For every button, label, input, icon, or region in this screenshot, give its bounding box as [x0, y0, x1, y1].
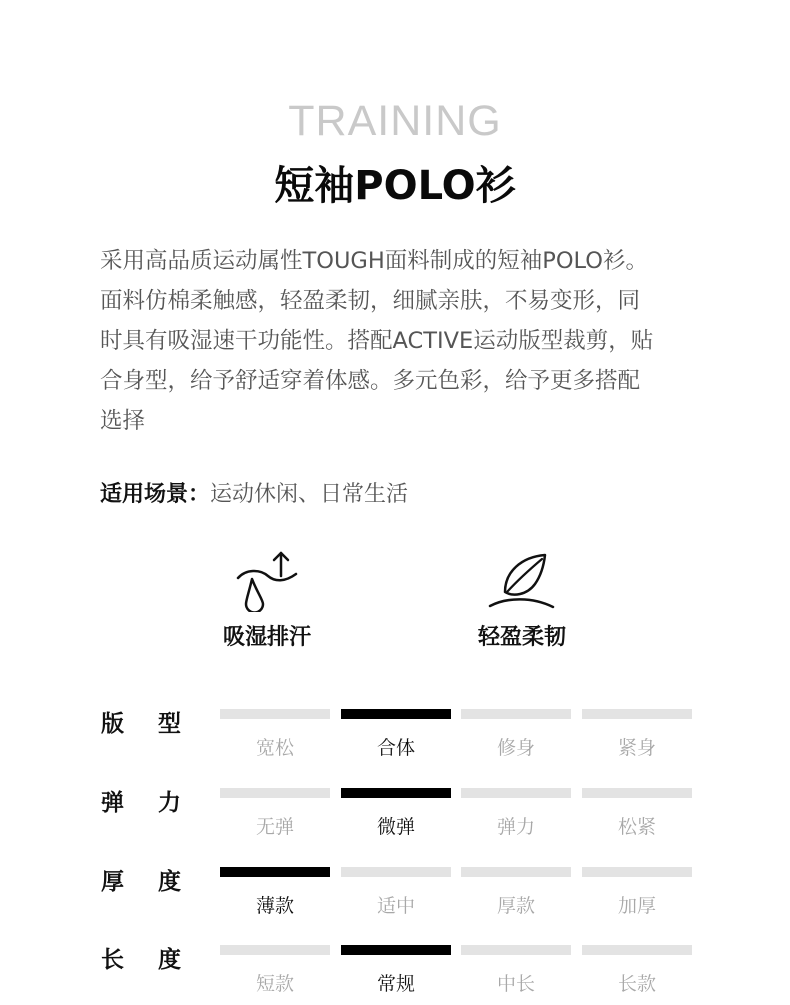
spec-option [220, 867, 330, 918]
spec-bar [461, 867, 571, 877]
spec-row [0, 709, 790, 769]
spec-label-char: 弹 [101, 790, 124, 816]
spec-option-label: 长款 [617, 973, 656, 995]
eyebrow-heading: TRAINING [288, 97, 502, 145]
spec-option [461, 867, 571, 918]
spec-option [461, 788, 571, 839]
spec-option [220, 709, 330, 760]
spec-label-char: 力 [158, 790, 181, 816]
spec-bar-selected [220, 867, 330, 877]
spec-option-label: 厚款 [496, 895, 535, 917]
spec-bar-selected [341, 709, 451, 719]
spec-row [0, 945, 790, 1005]
usage-scene-label: 适用场景： [100, 482, 211, 507]
feature-light-flexible [452, 548, 592, 651]
spec-label-char: 版 [101, 711, 124, 737]
spec-option [220, 945, 330, 996]
spec-option [220, 788, 330, 839]
description-line: 选择 [100, 408, 146, 434]
description-line: 合身型，给予舒适穿着体感。多元色彩，给予更多搭配 [100, 368, 641, 394]
spec-option-label: 中长 [496, 973, 535, 995]
spec-option [582, 709, 692, 760]
spec-option [341, 945, 451, 996]
spec-option-label: 修身 [496, 737, 535, 759]
product-title: 短袖POLO衫 [274, 163, 516, 209]
feature-moisture-wicking [197, 548, 337, 651]
spec-option-label: 短款 [255, 973, 294, 995]
spec-option-label: 合体 [376, 737, 415, 759]
spec-label [101, 705, 181, 738]
spec-label-char: 型 [158, 711, 181, 737]
spec-label-char: 厚 [101, 869, 124, 895]
spec-row [0, 867, 790, 927]
spec-option [582, 867, 692, 918]
description-line: 时具有吸湿速干功能性。搭配ACTIVE运动版型裁剪，贴 [100, 328, 654, 354]
spec-bar [582, 945, 692, 955]
spec-option [582, 945, 692, 996]
spec-label [101, 863, 181, 896]
description-line: 采用高品质运动属性TOUGH面料制成的短袖POLO衫。 [100, 248, 648, 274]
spec-option-label: 适中 [376, 895, 415, 917]
spec-option [461, 709, 571, 760]
spec-option-label: 松紧 [617, 816, 656, 838]
spec-label [101, 941, 181, 974]
spec-option [341, 788, 451, 839]
spec-bar [341, 867, 451, 877]
spec-bar [461, 788, 571, 798]
spec-bar [461, 709, 571, 719]
spec-option [341, 709, 451, 760]
spec-bar [220, 945, 330, 955]
spec-bar [220, 788, 330, 798]
spec-option-label: 微弹 [376, 816, 415, 838]
spec-option-label: 薄款 [255, 895, 294, 917]
feature-label: 轻盈柔韧 [477, 625, 566, 650]
spec-option-label: 紧身 [617, 737, 656, 759]
spec-option [461, 945, 571, 996]
spec-option-label: 宽松 [255, 737, 294, 759]
usage-scene-value: 运动休闲、日常生活 [210, 482, 409, 507]
spec-option [582, 788, 692, 839]
spec-option-label: 无弹 [255, 816, 294, 838]
leaf-icon [487, 548, 557, 612]
description-line: 面料仿棉柔触感，轻盈柔韧，细腻亲肤，不易变形，同 [100, 288, 641, 314]
spec-option-label: 常规 [376, 973, 415, 995]
feature-label: 吸湿排汗 [222, 625, 311, 650]
spec-label-char: 度 [158, 947, 181, 973]
spec-bar [582, 867, 692, 877]
spec-label-char: 长 [101, 947, 124, 973]
spec-option [341, 867, 451, 918]
spec-option-label: 弹力 [496, 816, 535, 838]
moisture-wicking-icon [232, 548, 302, 612]
spec-option-label: 加厚 [617, 895, 656, 917]
usage-scene [100, 477, 408, 513]
spec-bar [582, 788, 692, 798]
product-description [100, 241, 700, 441]
spec-row [0, 788, 790, 848]
spec-bar-selected [341, 788, 451, 798]
spec-bar [582, 709, 692, 719]
spec-bar-selected [341, 945, 451, 955]
spec-label [101, 784, 181, 817]
spec-bar [220, 709, 330, 719]
spec-bar [461, 945, 571, 955]
spec-label-char: 度 [158, 869, 181, 895]
